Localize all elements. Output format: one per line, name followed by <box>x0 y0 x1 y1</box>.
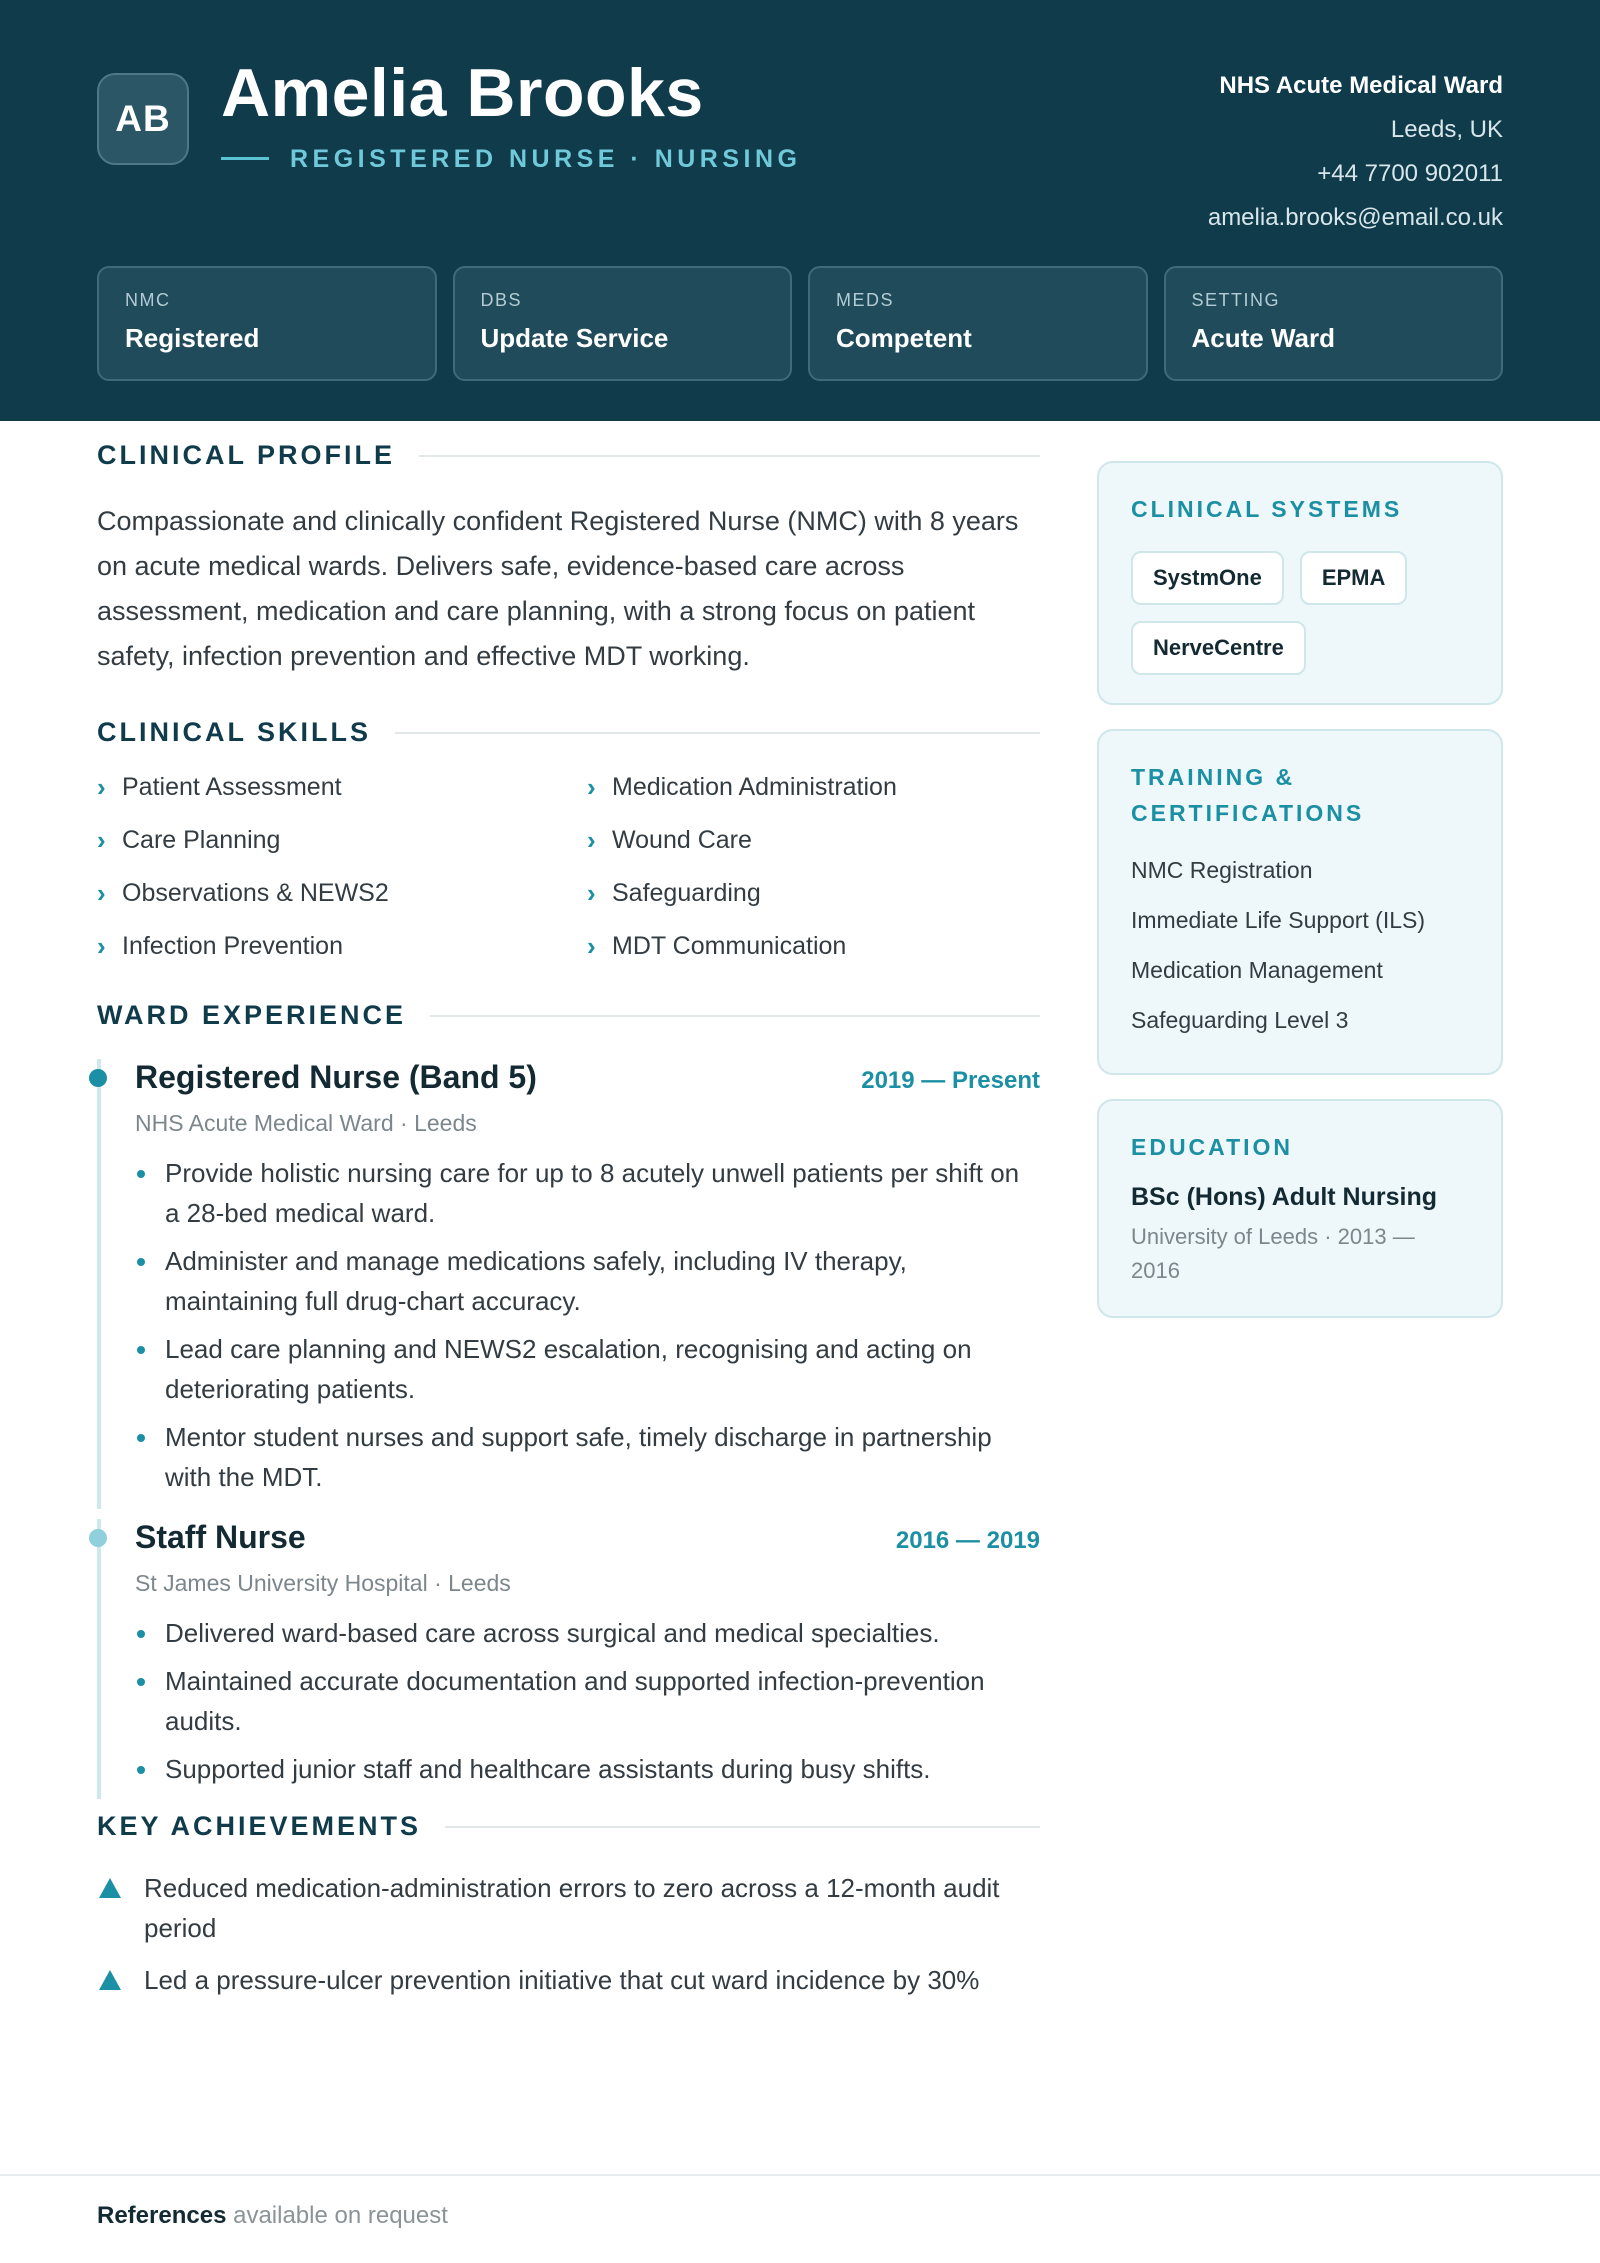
contact-ward: NHS Acute Medical Ward <box>1219 72 1503 99</box>
footer-divider <box>0 2174 1600 2176</box>
job-bullets <box>135 1613 1040 1789</box>
skill-label: MDT Communication <box>612 932 847 960</box>
job-bullet: Maintained accurate documentation and supported infection-prevention audits. <box>135 1661 1040 1741</box>
training-list <box>1131 845 1469 1045</box>
job-organization: St James University Hospital · Leeds <box>135 1570 511 1596</box>
initials-badge: AB <box>97 73 189 165</box>
stat-value: Acute Ward <box>1191 323 1335 353</box>
section-title: CLINICAL PROFILE <box>97 440 396 470</box>
chevron-right-icon: › <box>97 931 106 961</box>
training-item: NMC Registration <box>1131 857 1313 883</box>
triangle-up-icon <box>99 1970 121 1990</box>
timeline-line <box>97 1519 101 1799</box>
triangle-up-icon <box>99 1878 121 1898</box>
skill-label: Safeguarding <box>612 879 761 907</box>
stat-label: NMC <box>125 290 171 310</box>
section-header <box>97 1811 1040 1842</box>
job-header <box>135 1519 1040 1556</box>
contact-block <box>1208 64 1503 240</box>
chevron-right-icon: › <box>97 825 106 855</box>
stat-card <box>97 266 437 381</box>
skill-label: Medication Administration <box>612 773 897 801</box>
stat-label: SETTING <box>1191 290 1281 310</box>
chevron-right-icon: › <box>97 772 106 802</box>
section-divider <box>430 1015 1040 1017</box>
section-divider <box>445 1826 1040 1828</box>
contact-location: Leeds, UK <box>1390 116 1503 143</box>
job-dates: 2016 — 2019 <box>895 1527 1040 1554</box>
achievement-item <box>97 1868 1040 1948</box>
ward-experience-section <box>97 1000 1040 1789</box>
training-item: Safeguarding Level 3 <box>1131 1007 1349 1033</box>
skill-label: Wound Care <box>612 826 752 854</box>
chevron-right-icon: › <box>587 931 596 961</box>
job-title: Registered Nurse (Band 5) <box>135 1059 537 1095</box>
contact-phone[interactable]: +44 7700 902011 <box>1317 160 1503 187</box>
skill-item <box>587 878 1040 909</box>
role-accent-line <box>221 157 269 160</box>
job-bullets <box>135 1153 1040 1497</box>
training-card <box>1097 729 1503 1075</box>
job-bullet: Provide holistic nursing care for up to 8 acutely unwell patients per shift on a 28-bed medical ward. <box>135 1153 1040 1233</box>
job-title: Staff Nurse <box>135 1519 306 1555</box>
key-achievements-section <box>97 1811 1040 2000</box>
skill-label: Patient Assessment <box>122 773 342 801</box>
skill-label: Observations & NEWS2 <box>122 879 389 907</box>
achievement-text: Led a pressure-ulcer prevention initiative that cut ward incidence by 30% <box>144 1965 980 1995</box>
section-divider <box>419 455 1040 457</box>
stat-card <box>808 266 1148 381</box>
references-note <box>97 2202 448 2230</box>
stat-label: MEDS <box>836 290 895 310</box>
system-chips <box>1131 551 1469 675</box>
skill-item <box>587 825 1040 856</box>
skill-item <box>587 931 1040 962</box>
skill-label: Infection Prevention <box>122 932 343 960</box>
stat-value: Update Service <box>480 323 669 353</box>
card-title: EDUCATION <box>1131 1134 1294 1160</box>
job-entry <box>97 1519 1040 1789</box>
achievement-text: Reduced medication-administration errors to zero across a 12-month audit period <box>144 1873 1000 1943</box>
job-header <box>135 1059 1040 1096</box>
section-title: CLINICAL SKILLS <box>97 717 371 747</box>
section-header <box>97 1000 1040 1031</box>
job-bullet: Administer and manage medications safely, including IV therapy, maintaining full drug-chart accuracy. <box>135 1241 1040 1321</box>
resume-header <box>0 0 1600 421</box>
job-dates: 2019 — Present <box>861 1067 1040 1094</box>
skill-item <box>97 931 587 962</box>
contact-email[interactable]: amelia.brooks@email.co.uk <box>1207 204 1503 231</box>
chevron-right-icon: › <box>587 772 596 802</box>
job-bullet: Mentor student nurses and support safe, timely discharge in partnership with the MDT. <box>135 1417 1040 1497</box>
card-title: CLINICAL SYSTEMS <box>1131 496 1403 522</box>
education-degree: BSc (Hons) Adult Nursing <box>1131 1183 1438 1211</box>
job-entry <box>97 1059 1040 1497</box>
main-column <box>97 440 1040 2012</box>
stat-label: DBS <box>480 290 523 310</box>
training-item: Medication Management <box>1131 957 1383 983</box>
timeline-dot-icon <box>89 1529 107 1547</box>
sidebar <box>1097 461 1503 1342</box>
section-header <box>97 440 1040 471</box>
profile-summary: Compassionate and clinically confident Registered Nurse (NMC) with 8 years on acute medical wards. Delivers safe, evidence-based care across assessment, medication and care planning, with a strong focus on patient safety, infection prevention and effective MDT working. <box>97 506 1019 671</box>
job-bullet: Delivered ward-based care across surgical and medical specialties. <box>135 1613 1040 1653</box>
credential-stats <box>97 266 1503 381</box>
system-chip: EPMA <box>1300 551 1408 605</box>
skills-grid <box>97 772 1040 962</box>
job-bullet: Lead care planning and NEWS2 escalation, recognising and acting on deteriorating patients. <box>135 1329 1040 1409</box>
stat-card <box>1164 266 1504 381</box>
clinical-systems-card <box>1097 461 1503 705</box>
timeline-dot-icon <box>89 1069 107 1087</box>
achievements-list <box>97 1868 1040 2000</box>
system-chip: NerveCentre <box>1131 621 1306 675</box>
skill-label: Care Planning <box>122 826 281 854</box>
candidate-name: Amelia Brooks <box>221 55 704 131</box>
section-title: KEY ACHIEVEMENTS <box>97 1811 422 1841</box>
stat-value: Competent <box>836 323 972 353</box>
education-meta: University of Leeds · 2013 — 2016 <box>1131 1224 1415 1283</box>
education-card <box>1097 1099 1503 1318</box>
references-label: References <box>97 2202 227 2229</box>
skill-item <box>587 772 1040 803</box>
candidate-role: REGISTERED NURSE · NURSING <box>290 145 802 173</box>
section-divider <box>395 732 1040 734</box>
skill-item <box>97 825 587 856</box>
clinical-profile-section <box>97 440 1040 679</box>
chevron-right-icon: › <box>587 878 596 908</box>
stat-value: Registered <box>125 323 260 353</box>
section-header <box>97 717 1040 748</box>
experience-timeline <box>97 1059 1040 1789</box>
system-chip: SystmOne <box>1131 551 1284 605</box>
stat-card <box>453 266 793 381</box>
training-item: Immediate Life Support (ILS) <box>1131 907 1426 933</box>
achievement-item <box>97 1960 1040 2000</box>
clinical-skills-section <box>97 717 1040 962</box>
section-title: WARD EXPERIENCE <box>97 1000 407 1030</box>
card-title: TRAINING & CERTIFICATIONS <box>1131 764 1365 826</box>
job-organization: NHS Acute Medical Ward · Leeds <box>135 1110 477 1136</box>
references-text: available on request <box>233 2202 448 2229</box>
skill-item <box>97 772 587 803</box>
chevron-right-icon: › <box>587 825 596 855</box>
skill-item <box>97 878 587 909</box>
timeline-line <box>97 1059 101 1509</box>
job-bullet: Supported junior staff and healthcare assistants during busy shifts. <box>135 1749 1040 1789</box>
chevron-right-icon: › <box>97 878 106 908</box>
